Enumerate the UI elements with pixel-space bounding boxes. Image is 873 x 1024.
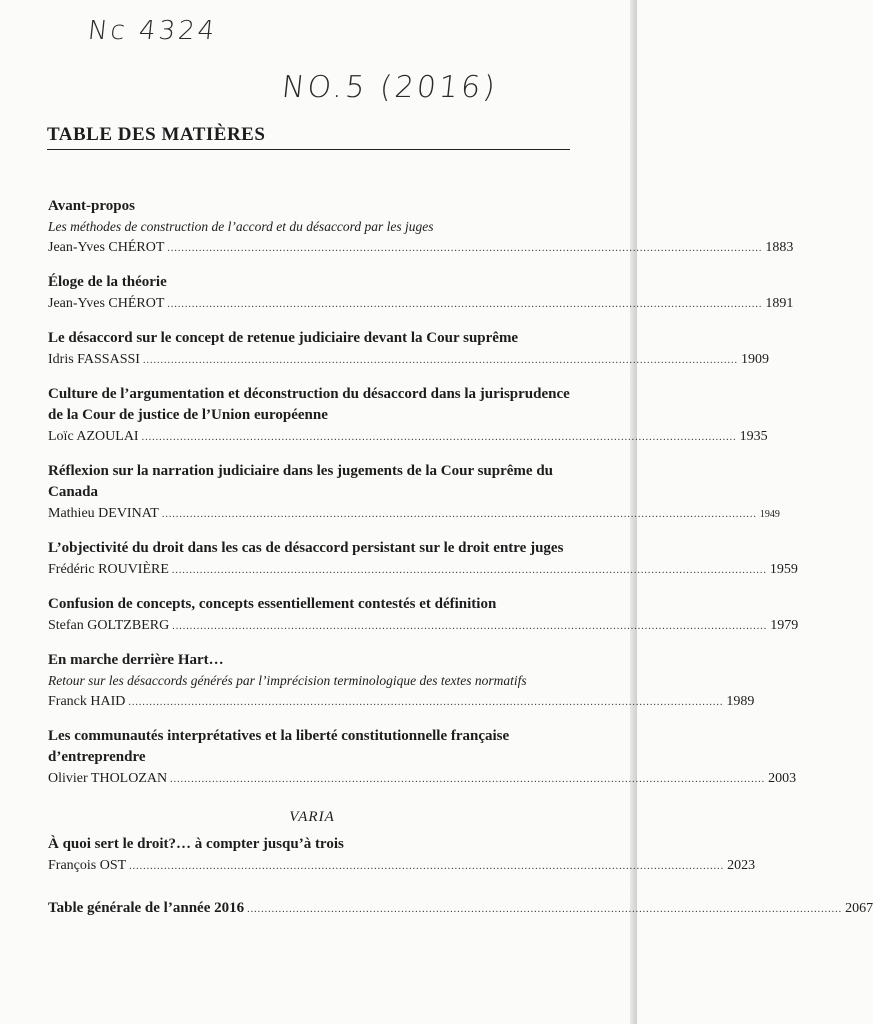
toc-entries bbox=[48, 196, 873, 917]
entry-title: Les communautés interprétatives et la liberté constitutionnelle française d’entreprendre bbox=[48, 728, 510, 765]
toc-entry bbox=[48, 384, 768, 449]
entry-author: Loïc AZOULAI bbox=[48, 429, 139, 444]
entry-author-line bbox=[48, 768, 797, 791]
dot-leader: .......................................................................................................................................................................... bbox=[167, 299, 763, 310]
entry-title: Le désaccord sur le concept de retenue judiciaire devant la Cour suprême bbox=[48, 330, 519, 346]
entry-page: 1891 bbox=[765, 296, 794, 311]
entry-author-line bbox=[48, 293, 794, 316]
entry-page: 1949 bbox=[759, 509, 780, 520]
dot-leader: .......................................................................................................................................................................... bbox=[129, 861, 725, 872]
entry-title: Réflexion sur la narration judiciaire dans les jugements de la Cour suprême du Canada bbox=[48, 463, 554, 500]
entry-subtitle: Retour sur les désaccords générés par l’imprécision terminologique des textes normatifs bbox=[48, 673, 527, 688]
entry-author-line bbox=[48, 237, 794, 260]
entry-author: Jean-Yves CHÉROT bbox=[48, 296, 165, 311]
entry-author: François OST bbox=[48, 858, 127, 873]
entry-author-line bbox=[48, 349, 769, 372]
handwritten-issue-number: NO.5 (2016) bbox=[280, 70, 500, 105]
dot-leader: .......................................................................................................................................................................... bbox=[172, 621, 768, 632]
entry-author: Mathieu DEVINAT bbox=[48, 506, 159, 521]
toc-entry bbox=[48, 196, 794, 260]
entry-title: Avant-propos bbox=[48, 198, 135, 214]
entry-author-line bbox=[48, 426, 768, 449]
entry-title: À quoi sert le droit?… à compter jusqu’à trois bbox=[48, 836, 344, 852]
toc-entry-varia bbox=[48, 834, 756, 878]
handwritten-call-number: Nc 4324 bbox=[86, 16, 219, 46]
entry-author: Idris FASSASSI bbox=[48, 352, 140, 367]
entry-title: L’objectivité du droit dans les cas de désaccord persistant sur le droit entre juges bbox=[48, 540, 564, 556]
general-table-line bbox=[48, 900, 873, 917]
entry-author: Franck HAID bbox=[48, 694, 126, 709]
entry-author-line bbox=[48, 615, 799, 638]
entry-page: 1979 bbox=[770, 618, 799, 633]
dot-leader: .......................................................................................................................................................................... bbox=[141, 432, 737, 443]
entry-author: Stefan GOLTZBERG bbox=[48, 618, 170, 633]
dot-leader: .......................................................................................................................................................................... bbox=[167, 243, 763, 254]
entry-page: 1935 bbox=[739, 429, 768, 444]
dot-leader: .......................................................................................................................................................................... bbox=[161, 509, 757, 520]
entry-author-line bbox=[48, 855, 756, 878]
entry-page: 1989 bbox=[726, 694, 755, 709]
dot-leader: .......................................................................................................................................................................... bbox=[171, 565, 767, 576]
dot-leader: .......................................................................................................................................................................... bbox=[170, 774, 766, 785]
entry-author: Olivier THOLOZAN bbox=[48, 771, 168, 786]
entry-title: Éloge de la théorie bbox=[48, 274, 167, 290]
entry-author-line bbox=[48, 503, 780, 526]
dot-leader: .......................................................................................................................................................................... bbox=[128, 697, 724, 708]
varia-heading: VARIA bbox=[289, 809, 335, 825]
entry-title: En marche derrière Hart… bbox=[48, 652, 224, 668]
entry-page: 2023 bbox=[727, 858, 756, 873]
toc-entry bbox=[48, 461, 780, 526]
general-table-title: Table générale de l’année 2016 bbox=[48, 900, 245, 916]
toc-title: TABLE DES MATIÈRES bbox=[47, 124, 570, 150]
entry-page: 1883 bbox=[765, 240, 794, 255]
toc-entry bbox=[48, 328, 769, 372]
dot-leader: .......................................................................................................................................................................... bbox=[142, 355, 738, 366]
dot-leader: .......................................................................................................................................................................... bbox=[247, 904, 843, 915]
entry-author-line bbox=[48, 559, 798, 582]
toc-entry bbox=[48, 272, 794, 316]
entry-title: Culture de l’argumentation et déconstruction du désaccord dans la jurisprudence de la Cour de justice de l’Union européenne bbox=[48, 386, 570, 423]
entry-author: Jean-Yves CHÉROT bbox=[48, 240, 165, 255]
entry-page: 1959 bbox=[769, 562, 798, 577]
entry-subtitle: Les méthodes de construction de l’accord et du désaccord par les juges bbox=[48, 219, 434, 234]
toc-entry bbox=[48, 726, 797, 791]
toc-entry bbox=[48, 650, 755, 714]
entry-title: Confusion de concepts, concepts essentiellement contestés et définition bbox=[48, 596, 497, 612]
general-table-page: 2067 bbox=[845, 901, 873, 916]
entry-page: 1909 bbox=[740, 352, 769, 367]
toc-entry bbox=[48, 538, 798, 582]
toc-entry bbox=[48, 594, 799, 638]
entry-author: Frédéric ROUVIÈRE bbox=[48, 562, 169, 577]
entry-author-line bbox=[48, 691, 755, 714]
entry-page: 2003 bbox=[768, 771, 797, 786]
